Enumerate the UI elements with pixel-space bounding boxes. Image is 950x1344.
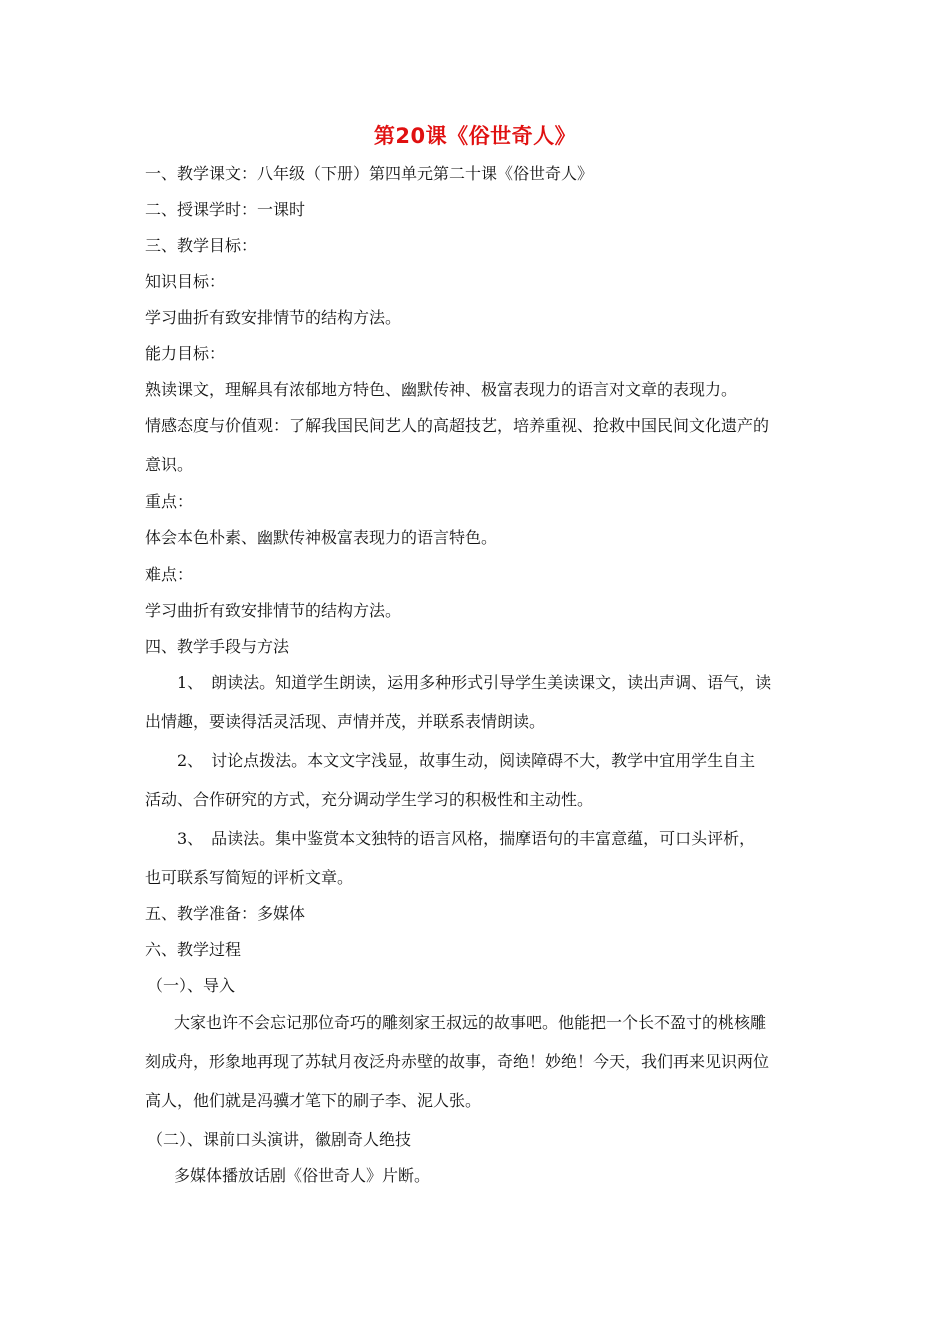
text-line: 难点：: [145, 565, 194, 584]
text-line: 体会本色朴素、幽默传神极富表现力的语言特色。: [145, 528, 498, 547]
text-line: 三、教学目标：: [145, 236, 258, 255]
section-heading: （二）、课前口头演讲，徽剧奇人绝技: [147, 1130, 412, 1149]
text-line: 3、 品读法。集中鉴赏本文独特的语言风格，揣摩语句的丰富意蕴，可口头评析，: [177, 829, 756, 848]
section-heading: （一）、导入: [147, 976, 236, 995]
text-line: 能力目标：: [145, 344, 226, 363]
text-line: 六、教学过程: [145, 940, 242, 959]
text-line: 活动、合作研究的方式，充分调动学生学习的积极性和主动性。: [145, 790, 594, 809]
text-line: 知识目标：: [145, 272, 226, 291]
text-line: 五、教学准备：多媒体: [145, 904, 306, 923]
text-line: 1、 朗读法。知道学生朗读，运用多种形式引导学生美读课文，读出声调、语气，读: [177, 673, 772, 692]
text-line: 意识。: [145, 455, 194, 474]
text-line: 一、教学课文：八年级（下册）第四单元第二十课《俗世奇人》: [145, 164, 594, 183]
text-line: 熟读课文，理解具有浓郁地方特色、幽默传神、极富表现力的语言对文章的表现力。: [145, 380, 738, 399]
text-line: 学习曲折有致安排情节的结构方法。: [145, 601, 402, 620]
text-line: 四、教学手段与方法: [145, 637, 290, 656]
text-line: 高人，他们就是冯骥才笔下的刷子李、泥人张。: [145, 1091, 482, 1110]
text-line: 情感态度与价值观：了解我国民间艺人的高超技艺，培养重视、抢救中国民间文化遗产的: [145, 416, 770, 435]
text-line: 学习曲折有致安排情节的结构方法。: [145, 308, 402, 327]
text-line: 二、授课学时：一课时: [145, 200, 306, 219]
page-title: 第20课《俗世奇人》: [373, 124, 577, 148]
text-line: 大家也许不会忘记那位奇巧的雕刻家王叔远的故事吧。他能把一个长不盈寸的桃核雕: [174, 1013, 767, 1032]
text-line: 重点：: [145, 492, 194, 511]
text-line: 2、 讨论点拨法。本文文字浅显，故事生动，阅读障碍不大，教学中宜用学生自主: [177, 751, 756, 770]
text-line: 刻成舟，形象地再现了苏轼月夜泛舟赤壁的故事，奇绝！妙绝！今天，我们再来见识两位: [145, 1052, 770, 1071]
text-line: 也可联系写简短的评析文章。: [145, 868, 354, 887]
text-line: 出情趣，要读得活灵活现、声情并茂，并联系表情朗读。: [145, 712, 546, 731]
text-line: 多媒体播放话剧《俗世奇人》片断。: [174, 1166, 431, 1185]
